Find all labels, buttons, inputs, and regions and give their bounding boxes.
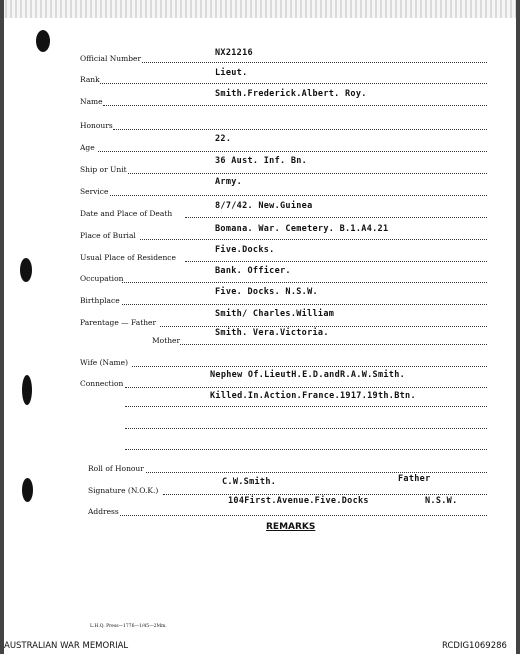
punch-hole — [22, 375, 32, 405]
line-birthplace — [122, 304, 487, 305]
value-signature-relation: Father — [398, 474, 431, 484]
value-place-of-burial: Bomana. War. Cemetery. B.1.A4.21 — [215, 224, 389, 234]
line-connection-3 — [125, 428, 487, 429]
line-honours — [113, 129, 487, 130]
line-connection-2 — [125, 406, 487, 407]
scan-left-border — [0, 0, 4, 654]
punch-hole — [36, 30, 50, 52]
remarks-heading: REMARKS — [266, 522, 316, 532]
line-ship-or-unit — [128, 173, 487, 174]
label-wife: Wife (Name) — [80, 358, 129, 367]
label-mother: Mother — [152, 336, 181, 345]
value-connection-line2: Killed.In.Action.France.1917.19th.Btn. — [210, 391, 416, 401]
label-address: Address — [88, 507, 119, 516]
label-honours: Honours — [80, 121, 113, 130]
label-usual-residence: Usual Place of Residence — [80, 253, 176, 262]
line-place-of-burial — [140, 239, 487, 240]
line-address — [120, 515, 487, 516]
value-parentage-father: Smith/ Charles.William — [215, 309, 335, 319]
label-name: Name — [80, 97, 103, 106]
line-signature — [163, 494, 487, 495]
label-parentage-father: Parentage — Father — [80, 318, 157, 327]
value-official-number: NX21216 — [215, 48, 253, 58]
line-age — [98, 151, 487, 152]
value-name: Smith.Frederick.Albert. Roy. — [215, 89, 367, 99]
label-occupation: Occupation — [80, 274, 124, 283]
line-name — [103, 105, 487, 106]
line-parentage-father — [160, 326, 487, 327]
label-connection: Connection — [80, 379, 124, 388]
value-connection-line1: Nephew Of.LieutH.E.D.andR.A.W.Smith. — [210, 370, 406, 380]
line-connection-4 — [125, 449, 487, 450]
line-occupation — [122, 282, 487, 283]
value-address: 104First.Avenue.Five.Docks — [228, 496, 369, 506]
label-signature: Signature (N.O.K.) — [88, 486, 159, 495]
footer-institution: AUSTRALIAN WAR MEMORIAL — [4, 641, 129, 651]
line-roll-of-honour — [146, 472, 487, 473]
label-roll-of-honour: Roll of Honour — [88, 464, 144, 473]
punch-hole — [20, 258, 32, 282]
label-place-of-burial: Place of Burial — [80, 231, 136, 240]
line-connection-1 — [125, 387, 487, 388]
value-date-place-death: 8/7/42. New.Guinea — [215, 201, 313, 211]
value-address-state: N.S.W. — [425, 496, 458, 506]
footer-record-id: RCDIG1069286 — [442, 641, 507, 651]
label-birthplace: Birthplace — [80, 296, 120, 305]
line-rank — [100, 83, 487, 84]
line-date-place-death — [185, 217, 487, 218]
label-official-number: Official Number — [80, 54, 142, 63]
value-occupation: Bank. Officer. — [215, 266, 291, 276]
label-rank: Rank — [80, 75, 100, 84]
scan-right-border — [516, 0, 520, 654]
line-service — [110, 195, 487, 196]
label-ship-or-unit: Ship or Unit — [80, 165, 127, 174]
value-usual-residence: Five.Docks. — [215, 245, 275, 255]
label-date-place-death: Date and Place of Death — [80, 209, 173, 218]
line-usual-residence — [185, 261, 487, 262]
value-birthplace: Five. Docks. N.S.W. — [215, 287, 318, 297]
print-code: L.H.Q. Press—1776—1/45—2Mm. — [90, 624, 167, 629]
value-rank: Lieut. — [215, 68, 248, 78]
punch-hole — [22, 478, 33, 502]
value-service: Army. — [215, 177, 243, 187]
value-mother: Smith. Vera.Victoria. — [215, 328, 329, 338]
line-official-number — [142, 62, 487, 63]
value-ship-or-unit: 36 Aust. Inf. Bn. — [215, 156, 308, 166]
value-age: 22. — [215, 134, 232, 144]
value-signature: C.W.Smith. — [222, 477, 277, 487]
scan-top-edge — [0, 0, 520, 18]
label-service: Service — [80, 187, 109, 196]
line-wife — [132, 366, 487, 367]
line-mother — [180, 344, 487, 345]
label-age: Age — [80, 143, 95, 152]
